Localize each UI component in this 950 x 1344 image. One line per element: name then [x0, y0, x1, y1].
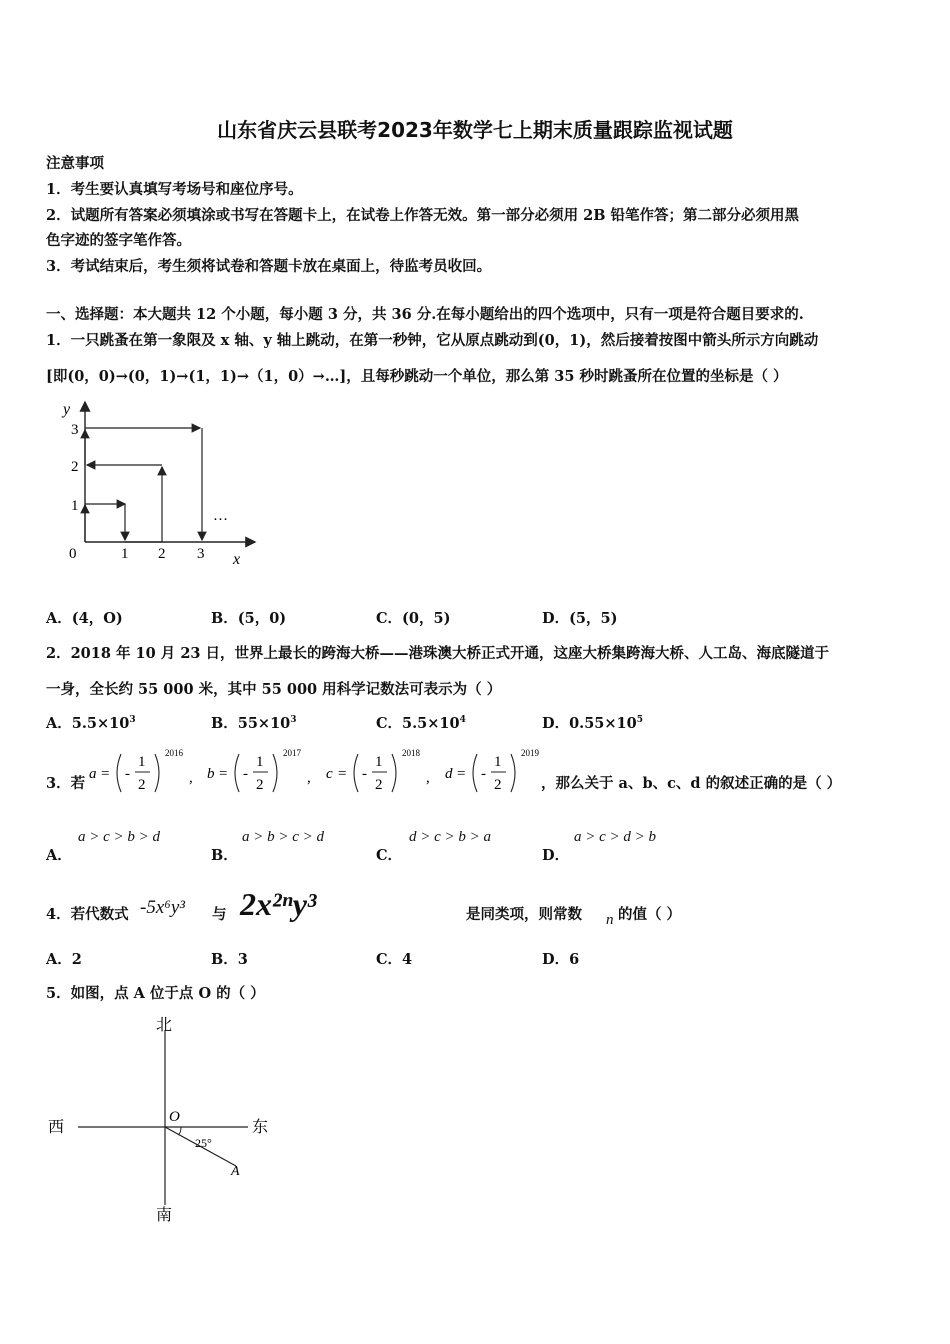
question-5-text: 5．如图，点 A 位于点 O 的（ ） — [46, 985, 265, 1002]
q4-term1: -5x⁶y³ — [140, 897, 185, 918]
svg-text:1: 1 — [375, 754, 383, 770]
question-1-line1: 1．一只跳蚤在第一象限及 x 轴、y 轴上跳动，在第一秒钟，它从原点跳动到(0，1)，然后接着按图中箭头所示方向跳动 — [46, 332, 819, 349]
q3-option-b[interactable]: B． — [211, 847, 238, 864]
q2-option-b[interactable]: B．$55\times 10^3$ — [211, 715, 297, 732]
question-2-line2: 一身，全长约 55 000 米，其中 55 000 用科学记数法可表示为（ ） — [46, 681, 502, 698]
q2-option-c[interactable]: C．$5.5\times 10^4$ — [376, 715, 466, 732]
svg-text:=: = — [219, 766, 228, 782]
svg-text:,: , — [189, 770, 193, 786]
y-axis-label: y — [63, 401, 71, 418]
svg-text:b: b — [207, 766, 215, 782]
svg-text:2018: 2018 — [402, 748, 420, 758]
q2-option-a[interactable]: A．$5.5\times 10^3$ — [46, 715, 136, 732]
q4-option-c[interactable]: C．4 — [376, 951, 413, 968]
flea-path-graph — [55, 392, 265, 577]
question-4-mid: 与 — [212, 906, 227, 923]
svg-text:=: = — [338, 766, 347, 782]
svg-text:-: - — [125, 766, 130, 782]
svg-text:1: 1 — [256, 754, 264, 770]
q2-option-d[interactable]: D．$0.55\times 10^5$ — [542, 715, 643, 732]
notice-item: 色字迹的签字笔作答。 — [46, 232, 191, 249]
q1-option-c[interactable]: C．(0，5) — [376, 610, 451, 627]
section-heading: 一、选择题：本大题共 12 个小题，每小题 3 分，共 36 分.在每小题给出的四个选项中，只有一项是符合题目要求的. — [46, 306, 804, 323]
south-label: 南 — [156, 1207, 173, 1224]
west-label: 西 — [48, 1119, 65, 1136]
svg-text:,: , — [426, 770, 430, 786]
y-tick-label: 2 — [71, 459, 79, 475]
svg-text:-: - — [362, 766, 367, 782]
question-2-line1: 2．2018 年 10 月 23 日，世界上最长的跨海大桥——港珠澳大桥正式开通，这座大桥集跨海大桥、人工岛、海底隧道于 — [46, 645, 830, 662]
svg-text:2: 2 — [375, 777, 383, 793]
q3-option-a-expr: a > c > b > d — [78, 829, 161, 845]
graph-ellipsis: … — [213, 508, 228, 524]
x-axis-label: x — [233, 551, 241, 568]
notice-heading: 注意事项 — [46, 155, 104, 172]
svg-text:2: 2 — [138, 777, 146, 793]
q1-option-b[interactable]: B．(5，0) — [211, 610, 287, 627]
origin-label: 0 — [69, 546, 77, 562]
q3-option-d-expr: a > c > d > b — [574, 829, 657, 845]
q4-var: n — [606, 912, 614, 928]
compass-diagram — [40, 1010, 280, 1225]
question-1-line2: [即(0，0)→(0，1)→(1，1)→（1，0）→…]，且每秒跳动一个单位，那么第 35 秒时跳蚤所在位置的坐标是（ ） — [46, 368, 788, 385]
question-4-tail: 的值（ ） — [618, 906, 682, 923]
point-a-label: A — [231, 1164, 240, 1179]
svg-text:2017: 2017 — [283, 748, 301, 758]
question-3-formulas — [85, 742, 555, 804]
x-tick-label: 2 — [158, 546, 166, 562]
x-tick-label: 3 — [197, 546, 205, 562]
notice-item: 3．考试结束后，考生须将试卷和答题卡放在桌面上，待监考员收回。 — [46, 258, 492, 275]
q3-option-c[interactable]: C． — [376, 847, 403, 864]
question-4-suffix: 是同类项，则常数 — [466, 906, 582, 923]
svg-text:=: = — [101, 766, 110, 782]
q1-option-d[interactable]: D．(5，5) — [542, 610, 618, 627]
svg-text:2: 2 — [256, 777, 264, 793]
y-tick-label: 1 — [71, 498, 79, 514]
notice-item: 1．考生要认真填写考场号和座位序号。 — [46, 181, 303, 198]
origin-o-label: O — [169, 1109, 180, 1125]
svg-text:=: = — [457, 766, 466, 782]
q1-option-a[interactable]: A．(4，O) — [46, 610, 123, 627]
angle-label: 25° — [195, 1136, 212, 1150]
q3-option-c-expr: d > c > b > a — [409, 829, 492, 845]
svg-text:,: , — [307, 770, 311, 786]
east-label: 东 — [252, 1119, 269, 1136]
page-title: 山东省庆云县联考2023年数学七上期末质量跟踪监视试题 — [217, 118, 733, 142]
svg-text:2016: 2016 — [165, 748, 183, 758]
q3-option-a[interactable]: A． — [46, 847, 72, 864]
q4-option-b[interactable]: B．3 — [211, 951, 248, 968]
q4-term2: 2x²ⁿy³ — [240, 886, 317, 922]
question-3-prefix: 3．若 — [46, 775, 86, 792]
svg-text:2019: 2019 — [521, 748, 539, 758]
svg-text:1: 1 — [494, 754, 502, 770]
svg-text:d: d — [445, 766, 453, 782]
svg-text:c: c — [326, 766, 333, 782]
notice-item: 2．试题所有答案必须填涂或书写在答题卡上，在试卷上作答无效。第一部分必须用 2B 铅笔作答；第二部分必须用黑 — [46, 207, 800, 224]
q3-option-d[interactable]: D． — [542, 847, 570, 864]
svg-text:-: - — [481, 766, 486, 782]
svg-text:-: - — [243, 766, 248, 782]
svg-text:a: a — [89, 766, 97, 782]
q4-option-d[interactable]: D．6 — [542, 951, 580, 968]
y-tick-label: 3 — [71, 422, 79, 438]
question-3-suffix: ，那么关于 a、b、c、d 的叙述正确的是（ ） — [541, 775, 842, 792]
question-4-prefix: 4．若代数式 — [46, 906, 129, 923]
svg-text:2: 2 — [494, 777, 502, 793]
q4-option-a[interactable]: A．2 — [46, 951, 82, 968]
north-label: 北 — [156, 1017, 173, 1034]
x-tick-label: 1 — [121, 546, 129, 562]
q3-option-b-expr: a > b > c > d — [242, 829, 325, 845]
svg-text:1: 1 — [138, 754, 146, 770]
